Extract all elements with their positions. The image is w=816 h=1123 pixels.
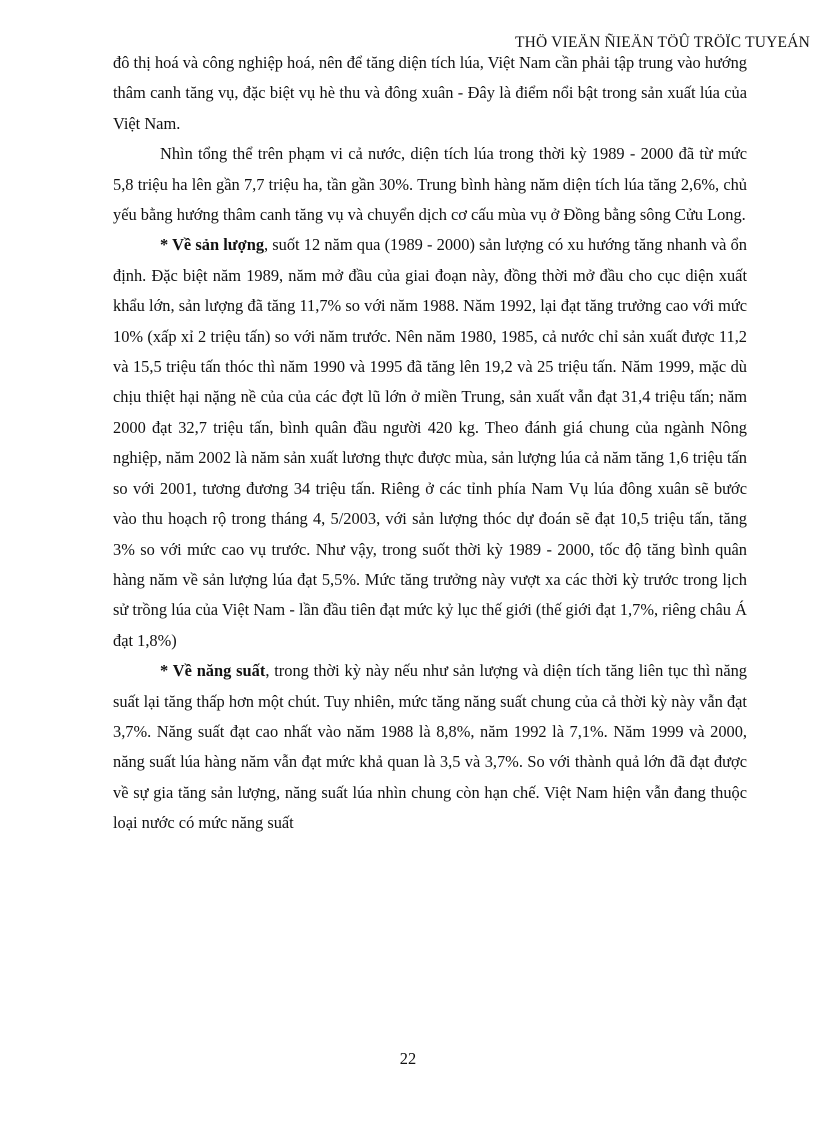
paragraph-output-text: , suốt 12 năm qua (1989 - 2000) sản lượng có xu hướng tăng nhanh và ổn định. Đặc biệt năm 1989, năm mở đầu của giai đoạn này, đồng thời mở đầu cho cục diện xuất khẩu lớn, sản lượng đã tăng 11,7% so với năm 1988. Năm 1992, lại đạt tăng trưởng cao với mức 10% (xấp xỉ 2 triệu tấn) so với năm trước. Nên năm 1980, 1985, cả nước chỉ sản xuất được 11,2 và 15,5 triệu tấn thóc thì năm 1990 và 1995 đã tăng lên 19,2 và 25 triệu tấn. Năm 1999, mặc dù chịu thiệt hại nặng nề của của các đợt lũ lớn ở miền Trung, sản xuất vẫn đạt 31,4 triệu tấn; năm 2000 đạt 32,7 triệu tấn, bình quân đầu người 420 kg. Theo đánh giá chung của ngành Nông nghiệp, năm 2002 là năm sản xuất lương thực được mùa, sản lượng lúa cả năm tăng 1,6 triệu tấn so với 2001, tương đương 34 triệu tấn. Riêng ở các tỉnh phía Nam Vụ lúa đông xuân sẽ bước vào thu hoạch rộ trong tháng 4, 5/2003, với sản lượng thóc dự đoán sẽ đạt 10,5 triệu tấn, tăng 3% so với mức cao vụ trước. Như vậy, trong suốt thời kỳ 1989 - 2000, tốc độ tăng bình quân hàng năm về sản lượng lúa đạt 5,5%. Mức tăng trưởng này vượt xa các thời kỳ trước trong lịch sử trồng lúa của Việt Nam - lần đầu tiên đạt mức kỷ lục thế giới (thế giới đạt 1,7%, riêng châu Á đạt 1,8%) (113, 235, 747, 650)
paragraph-yield-text: , trong thời kỳ này nếu như sản lượng và diện tích tăng liên tục thì năng suất lại tăng thấp hơn một chút. Tuy nhiên, mức tăng năng suất chung của cả thời kỳ này vẫn đạt 3,7%. Năng suất đạt cao nhất vào năm 1988 là 8,8%, năm 1992 là 7,1%. Năm 1999 và 2000, năng suất lúa hàng năm vẫn đạt mức khả quan là 3,5 và 3,7%. So với thành quả lớn đã đạt được về sự gia tăng sản lượng, năng suất lúa nhìn chung còn hạn chế. Việt Nam hiện vẫn đang thuộc loại nước có mức năng suất (113, 661, 748, 833)
paragraph-output (113, 230, 747, 656)
paragraph-area-overview: Nhìn tổng thể trên phạm vi cả nước, diện tích lúa trong thời kỳ 1989 - 2000 đã từ mức 5,8 triệu ha lên gần 7,7 triệu ha, tần gần 30%. Trung bình hàng năm diện tích lúa tăng 2,6%, chủ yếu bằng hướng thâm canh tăng vụ và chuyển dịch cơ cấu mùa vụ ở Đồng bằng sông Cửu Long. (113, 144, 747, 225)
section-lead-yield: * Về năng suất (160, 661, 266, 681)
section-lead-output: * Về sản lượng (160, 235, 265, 255)
library-header: THÖ VIEÄN ÑIEÄN TÖÛ TRÖÏC TUYEÁN (515, 34, 810, 51)
document-body (113, 48, 747, 839)
paragraph-yield (113, 656, 747, 838)
page-number: 22 (399, 1049, 417, 1068)
paragraph-continuation: đô thị hoá và công nghiệp hoá, nên để tăng diện tích lúa, Việt Nam cần phải tập trung vào hướng thâm canh tăng vụ, đặc biệt vụ hè thu và đông xuân - Đây là điểm nổi bật trong sản xuất lúa của Việt Nam. (113, 53, 747, 133)
